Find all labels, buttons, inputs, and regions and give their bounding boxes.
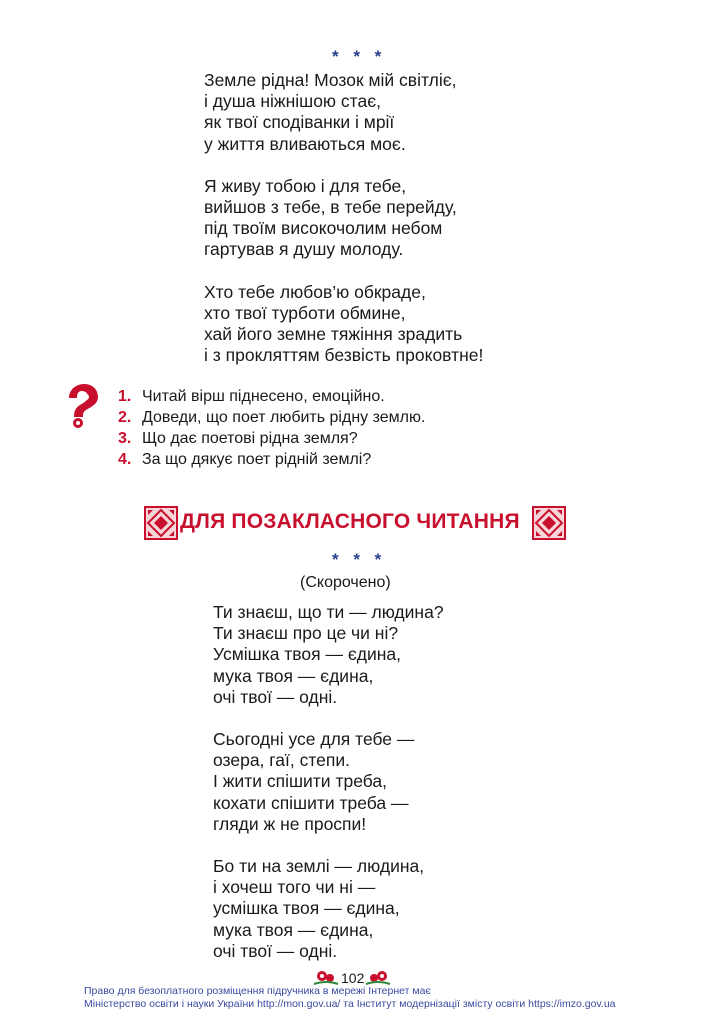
question-item — [118, 386, 425, 407]
poem-line: вийшов з тебе, в тебе перейду, — [204, 197, 457, 218]
poem-line: хай його земне тяжіння зрадить — [204, 324, 463, 345]
stanza — [213, 856, 444, 962]
question-text: Доведи, що поет любить рідну землю. — [142, 409, 426, 426]
question-mark-icon — [60, 382, 100, 428]
section-heading-title: ДЛЯ ПОЗАКЛАСНОГО ЧИТАННЯ — [180, 510, 520, 533]
stanza — [204, 282, 483, 367]
poem1-stars: * * * — [332, 47, 387, 66]
question-number: 2. — [118, 409, 132, 426]
poem-line: гартував я душу молоду. — [204, 239, 404, 260]
poem-line: Хто тебе любов’ю обкраде, — [204, 281, 426, 302]
poem-line: очі твої — одні. — [213, 940, 338, 961]
embroidery-ornament-icon — [144, 506, 178, 540]
poem-line: Ти знаєш, що ти — людина? — [213, 602, 444, 622]
poem-line: Усмішка твоя — єдина, — [213, 644, 402, 665]
poem-line: усмішка твоя — єдина, — [213, 898, 400, 919]
poem-line: озера, гаї, степи. — [213, 750, 351, 771]
question-item — [118, 449, 425, 470]
poem-line: як твої сподіванки і мрії — [204, 112, 395, 133]
poem-line: і душа ніжнішою стає, — [204, 91, 382, 112]
poem-line: і хочеш того чи ні — — [213, 877, 376, 898]
question-text: За що дякує поет рідній землі? — [142, 451, 372, 468]
poem-line: Ти знаєш про це чи ні? — [213, 623, 399, 644]
questions-list — [118, 386, 425, 470]
footer-line-1: Право для безоплатного розміщення підручника в мережі Інтернет має — [84, 985, 431, 997]
poem-line: під твоїм високочолим небом — [204, 218, 443, 239]
poem-line: очі твої — одні. — [213, 686, 338, 707]
poem-line: мука твоя — єдина, — [213, 665, 374, 686]
question-number: 4. — [118, 451, 132, 468]
section-heading — [0, 506, 704, 540]
page-number: 102 — [341, 970, 365, 986]
poem-line: кохати спішити треба — — [213, 792, 409, 813]
poem-line: і з прокляттям безвість проковтне! — [204, 345, 484, 366]
poem2-subtitle: (Скорочено) — [300, 574, 391, 591]
poem1 — [204, 70, 483, 387]
poem-line: хто твої турботи обмине, — [204, 302, 406, 323]
question-text: Читай вірш піднесено, емоційно. — [142, 388, 385, 405]
copyright-footer — [84, 985, 616, 1011]
stanza — [213, 602, 444, 708]
question-number: 1. — [118, 388, 132, 405]
stanza — [213, 729, 444, 835]
stanza — [204, 70, 483, 155]
embroidery-ornament-icon — [532, 506, 566, 540]
poem-line: Я живу тобою і для тебе, — [204, 175, 407, 196]
poem-line: гляди ж не проспи! — [213, 813, 367, 834]
stanza — [204, 176, 483, 261]
poem2 — [213, 602, 444, 983]
footer-line-2: Міністерство освіти і науки України http://mon.gov.ua/ та Інститут модернізації змісту освіти https://imzo.gov.ua — [84, 998, 616, 1010]
question-item — [118, 428, 425, 449]
poem-line: Сьогодні усе для тебе — — [213, 729, 415, 750]
poem2-stars: * * * — [332, 550, 387, 569]
poem-line: Бо ти на землі — людина, — [213, 856, 425, 877]
poem-line: І жити спішити треба, — [213, 771, 387, 792]
poem-line: Земле рідна! Мозок мій світліє, — [204, 70, 457, 90]
poem-line: мука твоя — єдина, — [213, 919, 374, 940]
question-item — [118, 407, 425, 428]
question-number: 3. — [118, 430, 132, 447]
question-text: Що дає поетові рідна земля? — [142, 430, 358, 447]
poem-line: у життя вливаються моє. — [204, 133, 406, 154]
